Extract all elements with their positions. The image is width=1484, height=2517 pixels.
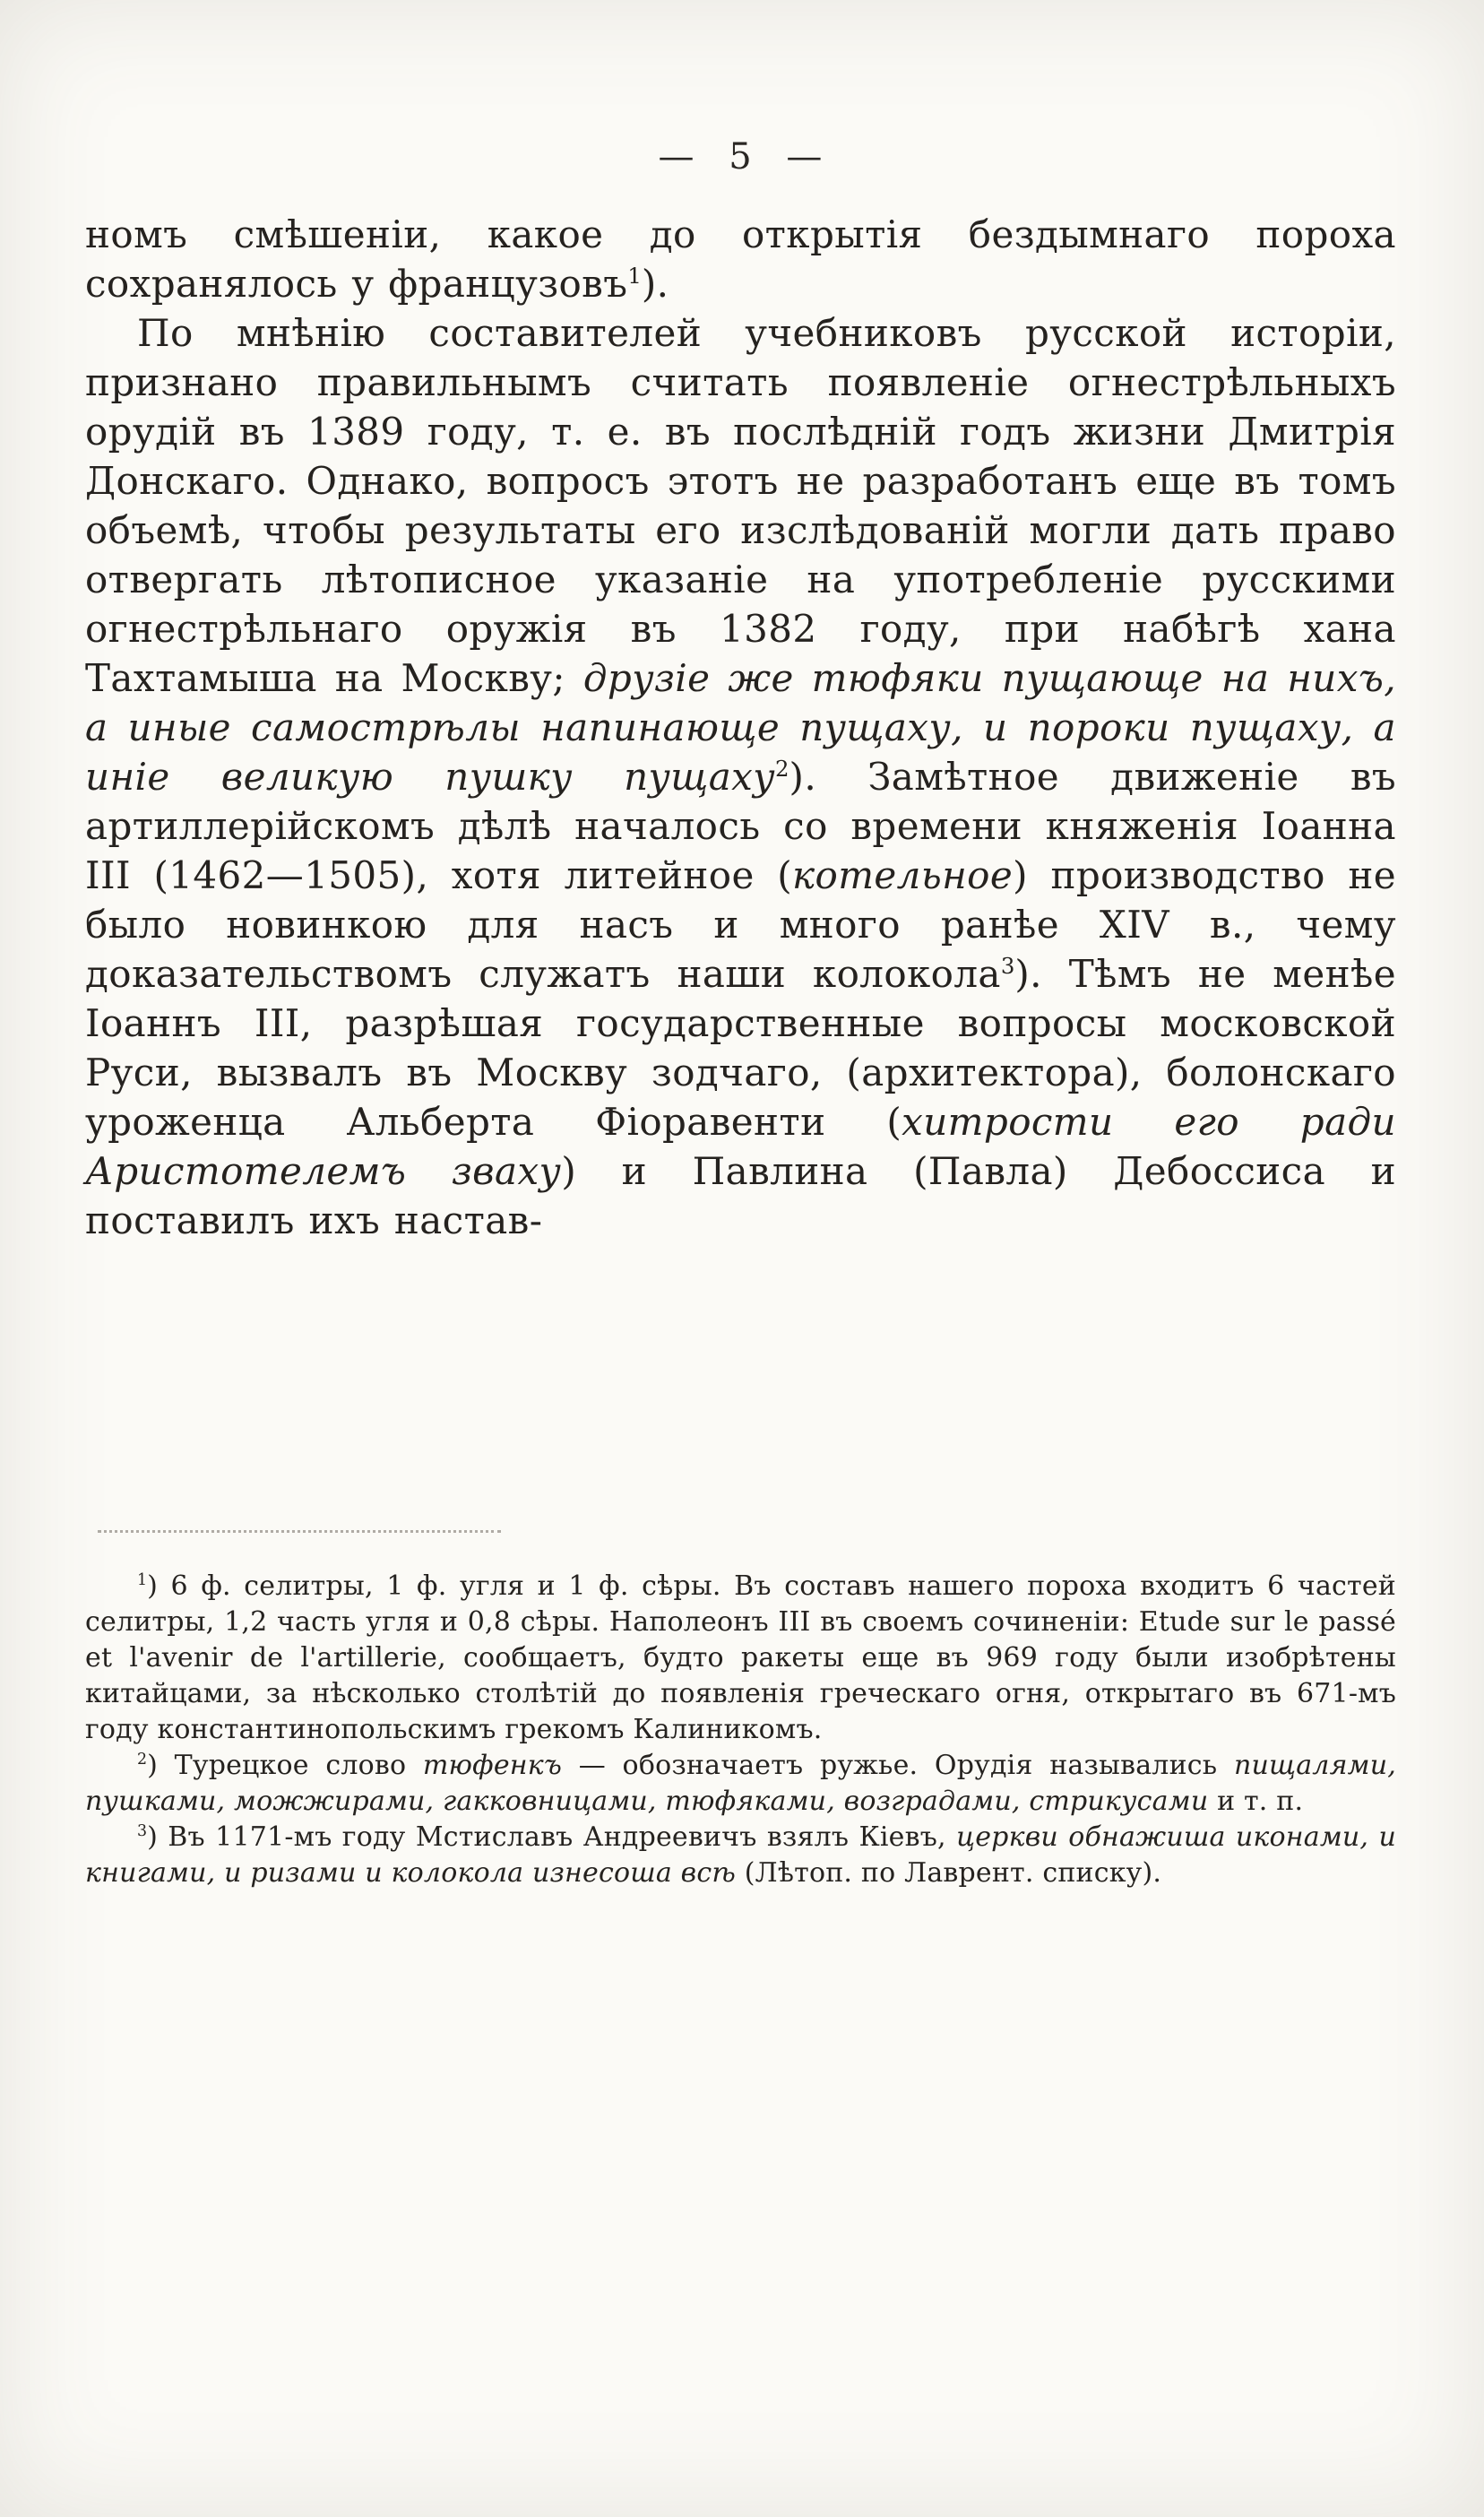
- text-run: ) Въ 1171-мъ году Мстиславъ Андреевичъ взялъ Кіевъ,: [147, 1821, 957, 1853]
- footnote-number: 2: [137, 1751, 148, 1769]
- footnote: [85, 1820, 1396, 1891]
- footnote: [85, 1748, 1396, 1820]
- italic-term: тюфенкъ: [422, 1750, 563, 1781]
- quoted-chronicle-text: хитрости его ради Аристотелемъ зваху: [85, 1100, 1396, 1193]
- text-run: ) производство не было новинкою для насъ и много ранѣе XIV в., чему доказательствомъ служатъ наши колокола: [85, 853, 1396, 996]
- footnote-number: 1: [137, 1571, 148, 1589]
- footnote-ref: 2: [775, 756, 789, 782]
- footnote-ref: 3: [1000, 953, 1015, 979]
- footnotes: [85, 1569, 1396, 1891]
- italic-term: котельное: [792, 853, 1014, 897]
- footnote-ref: 1: [627, 263, 642, 289]
- footnote-separator: [98, 1530, 501, 1533]
- text-run: номъ смѣшеніи, какое до открытія бездымнаго пороха сохранялось у французовъ: [85, 212, 1396, 306]
- quoted-chronicle-text: церкви обнажиша иконами, и книгами, и ризами и колокола изнесоша всѣ: [85, 1821, 1397, 1889]
- main-text: [85, 210, 1396, 1245]
- text-run: ) 6 ф. селитры, 1 ф. угля и 1 ф. сѣры. Въ составъ нашего пороха входитъ 6 частей селитры, 1,2 часть угля и 0,8 сѣры. Наполеонъ III въ своемъ сочиненіи: Etude sur le passé et l'avenir de l'artillerie, сообщаетъ, будто ракеты еще въ 969 году были изобрѣтены китайцами, за нѣсколько столѣтій до появленія греческаго огня, открытаго въ 671-мъ году константинопольскимъ грекомъ Калиникомъ.: [85, 1570, 1396, 1745]
- footnote: [85, 1569, 1396, 1748]
- italic-term-list: пищалями, пушками, можжирами, гакковницами, тюфяками, возградами, стрикусами: [85, 1750, 1397, 1817]
- text-run: По мнѣнію составителей учебниковъ русской исторіи, признано правильнымъ считать появленіе огнестрѣльныхъ орудій въ 1389 году, т. е. въ послѣдній годъ жизни Дмитрія Донскаго. Однако, вопросъ этотъ не разработанъ еще въ томъ объемѣ, чтобы результаты его изслѣдованій могли дать право отвергать лѣтописное указаніе на употребленіе русскими огнестрѣльнаго оружія въ 1382 году, при набѣгѣ хана Тахтамыша на Москву;: [85, 311, 1396, 700]
- text-run: (Лѣтоп. по Лаврент. списку).: [736, 1857, 1162, 1889]
- quoted-chronicle-text: друзіе же тюфяки пущающе на нихъ, а иные самострѣлы напинающе пущаху, и пороки пущаху, а иніе великую пушку пущаху: [85, 656, 1396, 799]
- paragraph: [85, 308, 1396, 1245]
- text-run: — обозначаетъ ружье. Орудія назывались: [562, 1750, 1234, 1781]
- page-number: — 5 —: [658, 136, 824, 177]
- text-run: ) и Павлина (Павла) Дебоссиса и поставилъ ихъ настав-: [85, 1149, 1397, 1242]
- text-run: ).: [641, 262, 669, 306]
- footnote-number: 3: [137, 1822, 148, 1840]
- paragraph: [85, 210, 1396, 308]
- text-run: ) Турецкое слово: [147, 1750, 423, 1781]
- text-run: ). Тѣмъ не менѣе Іоаннъ III, разрѣшая государственные вопросы московской Руси, вызвалъ въ Москву зодчаго, (архитектора), болонскаго уроженца Альберта Фіоравенти (: [85, 952, 1396, 1144]
- text-run: и т. п.: [1208, 1786, 1304, 1817]
- text-run: ). Замѣтное движеніе въ артиллерійскомъ дѣлѣ началось со времени княженія Іоанна III (1462—1505), хотя литейное (: [85, 755, 1396, 897]
